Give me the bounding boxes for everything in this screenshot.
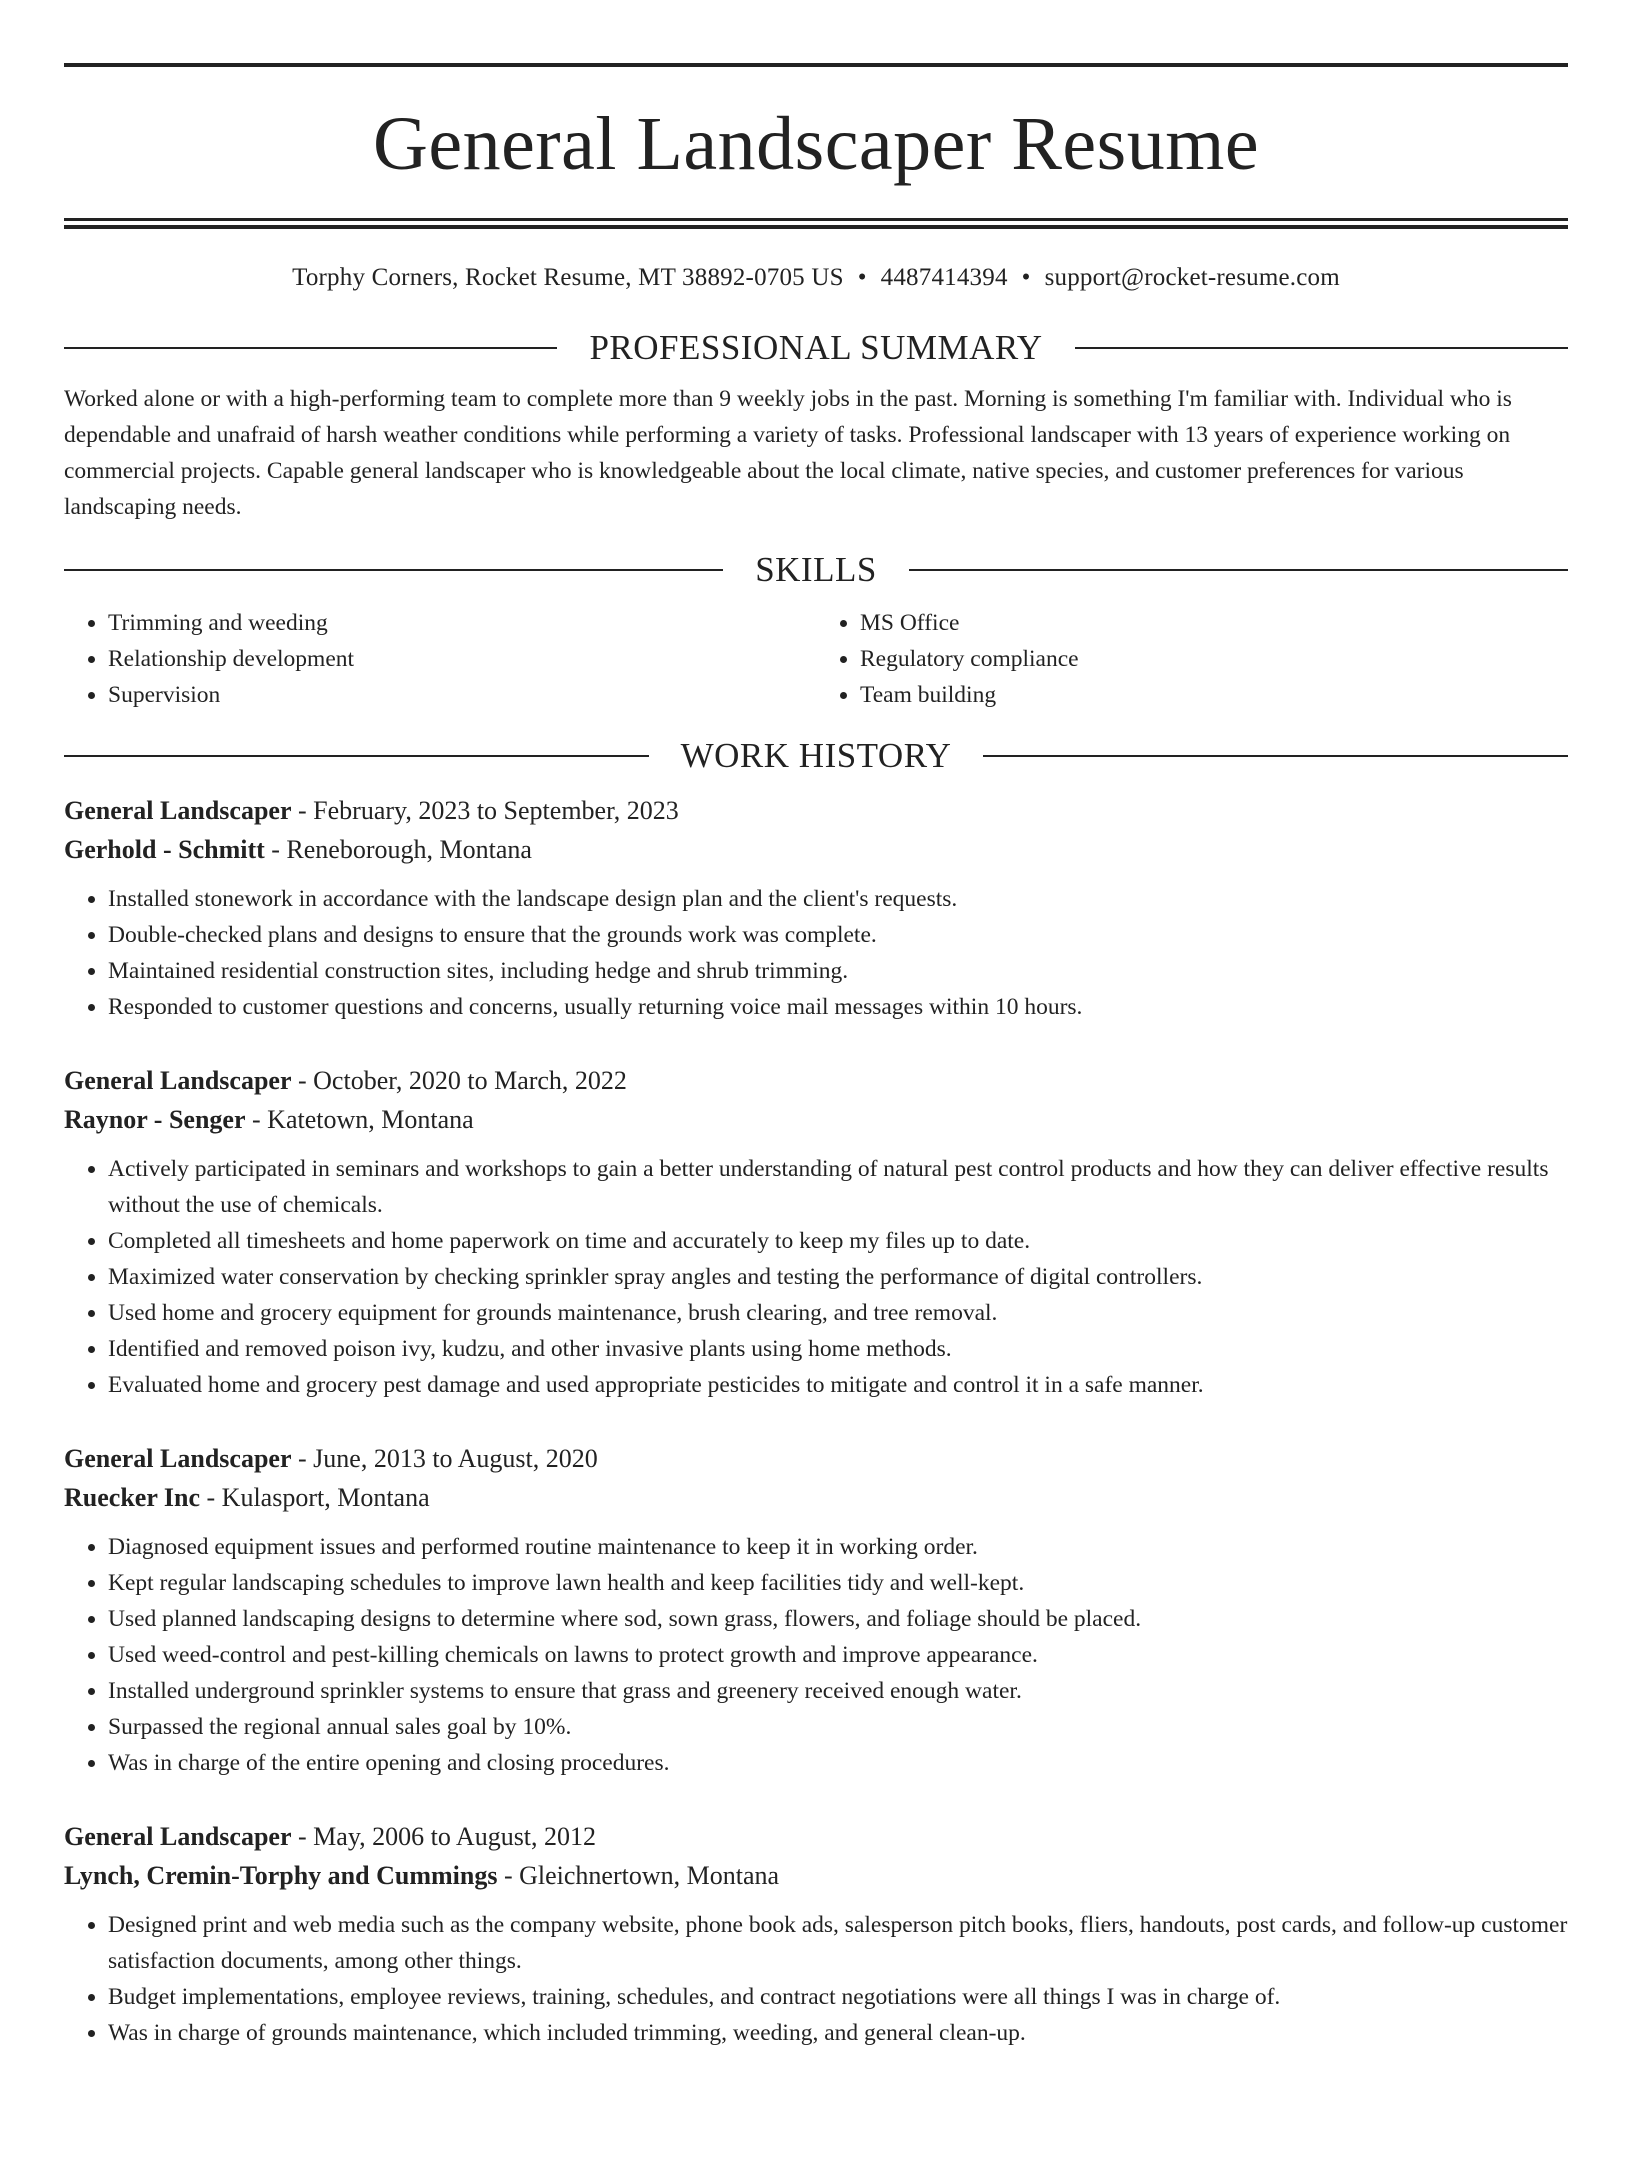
job-entry [64,791,1568,1025]
duty-item: • Responded to customer questions and concerns, usually returning voice mail messages within 10 hours. [108,989,1568,1025]
job-location: - Kulasport, Montana [200,1483,430,1512]
resume-page [0,63,1632,2175]
duty-item: • Installed underground sprinkler systems to ensure that grass and greenery received enough water. [108,1673,1568,1709]
duty-item: • Maintained residential construction sites, including hedge and shrub trimming. [108,953,1568,989]
duty-item: • Was in charge of the entire opening and closing procedures. [108,1745,1568,1781]
job-title: General Landscaper [64,796,292,825]
job-entry [64,1439,1568,1781]
job-entry [64,1061,1568,1403]
section-heading-summary [64,327,1568,369]
section-title: PROFESSIONAL SUMMARY [589,328,1043,367]
skills-list [64,605,1568,713]
job-entry [64,1817,1568,2051]
duty-item: • Identified and removed poison ivy, kudzu, and other invasive plants using home methods. [108,1331,1568,1367]
job-duties [64,1529,1568,1781]
job-title: General Landscaper [64,1066,292,1095]
skill-item: • Team building [860,677,1568,713]
heading-rule [909,569,1568,571]
heading-rule [64,755,649,757]
heading-rule [64,347,557,349]
duty-item: • Kept regular landscaping schedules to improve lawn health and keep facilities tidy and well-kept. [108,1565,1568,1601]
top-rule [64,63,1568,67]
duty-item: • Surpassed the regional annual sales goal by 10%. [108,1709,1568,1745]
section-title: SKILLS [755,550,877,589]
contact-email: support@rocket-resume.com [1044,264,1340,291]
job-company-line [64,1100,1568,1139]
professional-summary: Worked alone or with a high-performing team to complete more than 9 weekly jobs in the past. Morning is something I'm familiar with. Individual who is dependable and unafraid of harsh weather conditions while performing a variety of tasks. Professional landscaper with 13 years of experience working on commercial projects. Capable general landscaper who is knowledgeable about the local climate, native species, and customer preferences for various landscaping needs. [64,386,1512,520]
contact-address: Torphy Corners, Rocket Resume, MT 38892-0705 US [292,264,844,291]
duty-item: • Diagnosed equipment issues and performed routine maintenance to keep it in working order. [108,1529,1568,1565]
duty-item: • Maximized water conservation by checking sprinkler spray angles and testing the performance of digital controllers. [108,1259,1568,1295]
duty-item: • Completed all timesheets and home paperwork on time and accurately to keep my files up to date. [108,1223,1568,1259]
skill-item: • Supervision [108,677,816,713]
job-company-line [64,1478,1568,1517]
duty-item: • Actively participated in seminars and workshops to gain a better understanding of natural pest control products and how they can deliver effective results without the use of chemicals. [108,1151,1568,1223]
duty-item: • Used weed-control and pest-killing chemicals on lawns to protect growth and improve appearance. [108,1637,1568,1673]
job-location: - Gleichnertown, Montana [497,1861,780,1890]
job-title-line [64,1061,1568,1100]
job-dates: - October, 2020 to March, 2022 [291,1066,627,1095]
section-heading-skills [64,549,1568,591]
job-dates: - June, 2013 to August, 2020 [291,1444,598,1473]
job-duties [64,1907,1568,2051]
duty-item: • Designed print and web media such as the company website, phone book ads, salesperson pitch books, fliers, handouts, post cards, and follow-up customer satisfaction documents, among other things. [108,1907,1568,1979]
job-location: - Reneborough, Montana [264,835,532,864]
job-company: Raynor - Senger [64,1105,246,1134]
job-title-line [64,791,1568,830]
job-company-line [64,1856,1568,1895]
job-company: Gerhold - Schmitt [64,835,265,864]
skills-column-left [64,605,816,713]
heading-rule [1075,347,1568,349]
heading-rule [64,569,723,571]
skill-item: • MS Office [860,605,1568,641]
duty-item: • Used home and grocery equipment for grounds maintenance, brush clearing, and tree removal. [108,1295,1568,1331]
skill-item: • Trimming and weeding [108,605,816,641]
skill-item: • Regulatory compliance [860,641,1568,677]
skills-column-right [816,605,1568,713]
duty-item: • Budget implementations, employee reviews, training, schedules, and contract negotiations were all things I was in charge of. [108,1979,1568,2015]
job-duties [64,881,1568,1025]
job-company-line [64,830,1568,869]
section-heading-work [64,735,1568,777]
contact-phone: 4487414394 [880,264,1008,291]
job-title: General Landscaper [64,1444,292,1473]
duty-item: • Used planned landscaping designs to determine where sod, sown grass, flowers, and foliage should be placed. [108,1601,1568,1637]
job-duties [64,1151,1568,1403]
job-title: General Landscaper [64,1822,292,1851]
job-title-line [64,1817,1568,1856]
job-dates: - May, 2006 to August, 2012 [291,1822,597,1851]
job-title-line [64,1439,1568,1478]
duty-item: • Evaluated home and grocery pest damage and used appropriate pesticides to mitigate and control it in a safe manner. [108,1367,1568,1403]
duty-item: • Installed stonework in accordance with the landscape design plan and the client's requests. [108,881,1568,917]
resume-title: General Landscaper Resume [372,102,1260,186]
title-double-rule [64,218,1568,229]
section-title: WORK HISTORY [680,736,952,775]
duty-item: • Double-checked plans and designs to ensure that the grounds work was complete. [108,917,1568,953]
contact-line [64,262,1568,294]
contact-separator: • [857,264,867,291]
job-company: Ruecker Inc [64,1483,201,1512]
duty-item: • Was in charge of grounds maintenance, which included trimming, weeding, and general clean-up. [108,2015,1568,2051]
contact-separator: • [1021,264,1031,291]
job-company: Lynch, Cremin-Torphy and Cummings [64,1861,498,1890]
job-dates: - February, 2023 to September, 2023 [291,796,679,825]
job-location: - Katetown, Montana [245,1105,474,1134]
skill-item: • Relationship development [108,641,816,677]
heading-rule [983,755,1568,757]
